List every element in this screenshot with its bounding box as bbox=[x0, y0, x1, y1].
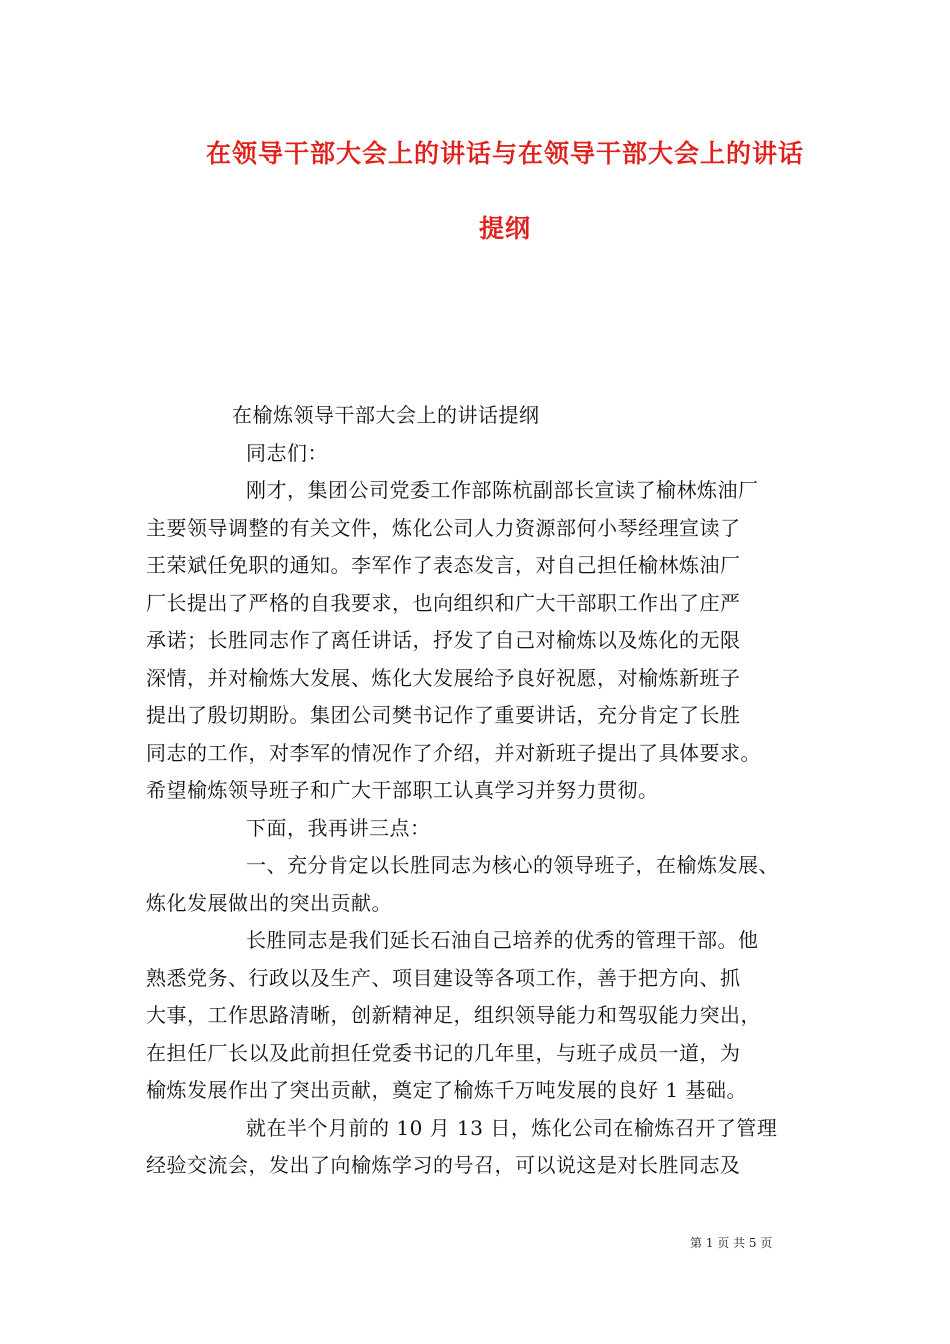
paragraph-line: 承诺；长胜同志作了离任讲话，抒发了自己对榆炼以及炼化的无限 bbox=[146, 628, 741, 652]
document-body bbox=[146, 397, 818, 1185]
salutation: 同志们： bbox=[246, 440, 328, 465]
paragraph-line: 同志的工作，对李军的情况作了介绍，并对新班子提出了具体要求。 bbox=[146, 740, 761, 765]
paragraph-line: 榆炼发展作出了突出贡献，奠定了榆炼千万吨发展的良好 1 基础。 bbox=[146, 1078, 747, 1102]
speech-heading: 在榆炼领导干部大会上的讲话提纲 bbox=[232, 403, 540, 427]
page-number-footer: 第 1 页 共 5 页 bbox=[690, 1236, 773, 1250]
paragraph-line: 下面，我再讲三点： bbox=[246, 815, 431, 840]
paragraph-line: 熟悉党务、行政以及生产、项目建设等各项工作，善于把方向、抓 bbox=[146, 965, 741, 990]
paragraph-line: 主要领导调整的有关文件，炼化公司人力资源部何小琴经理宣读了 bbox=[146, 515, 741, 540]
document-title-line-2: 提纲 bbox=[478, 214, 531, 243]
paragraph-line: 在担任厂长以及此前担任党委书记的几年里，与班子成员一道，为 bbox=[146, 1040, 741, 1065]
paragraph-line: 大事，工作思路清晰，创新精神足，组织领导能力和驾驭能力突出， bbox=[146, 1003, 761, 1027]
paragraph-line: 希望榆炼领导班子和广大干部职工认真学习并努力贯彻。 bbox=[146, 778, 659, 802]
document-title-line-1: 在领导干部大会上的讲话与在领导干部大会上的讲话 bbox=[205, 139, 804, 168]
section-heading-line: 炼化发展做出的突出贡献。 bbox=[146, 890, 392, 915]
section-heading-line: 一、充分肯定以长胜同志为核心的领导班子，在榆炼发展、 bbox=[246, 853, 779, 877]
paragraph-line: 厂长提出了严格的自我要求，也向组织和广大干部职工作出了庄严 bbox=[146, 590, 741, 615]
paragraph-line: 就在半个月前的 10 月 13 日，炼化公司在榆炼召开了管理 bbox=[246, 1115, 778, 1140]
paragraph-line: 经验交流会，发出了向榆炼学习的号召，可以说这是对长胜同志及 bbox=[146, 1153, 741, 1177]
paragraph-line: 刚才，集团公司党委工作部陈杭副部长宣读了榆林炼油厂 bbox=[246, 478, 759, 502]
paragraph-line: 深情，并对榆炼大发展、炼化大发展给予良好祝愿，对榆炼新班子 bbox=[146, 665, 741, 690]
paragraph-line: 长胜同志是我们延长石油自己培养的优秀的管理干部。他 bbox=[246, 928, 759, 952]
paragraph-line: 提出了殷切期盼。集团公司樊书记作了重要讲话，充分肯定了长胜 bbox=[146, 703, 741, 727]
paragraph-line: 王荣斌任免职的通知。李军作了表态发言，对自己担任榆林炼油厂 bbox=[146, 553, 741, 577]
